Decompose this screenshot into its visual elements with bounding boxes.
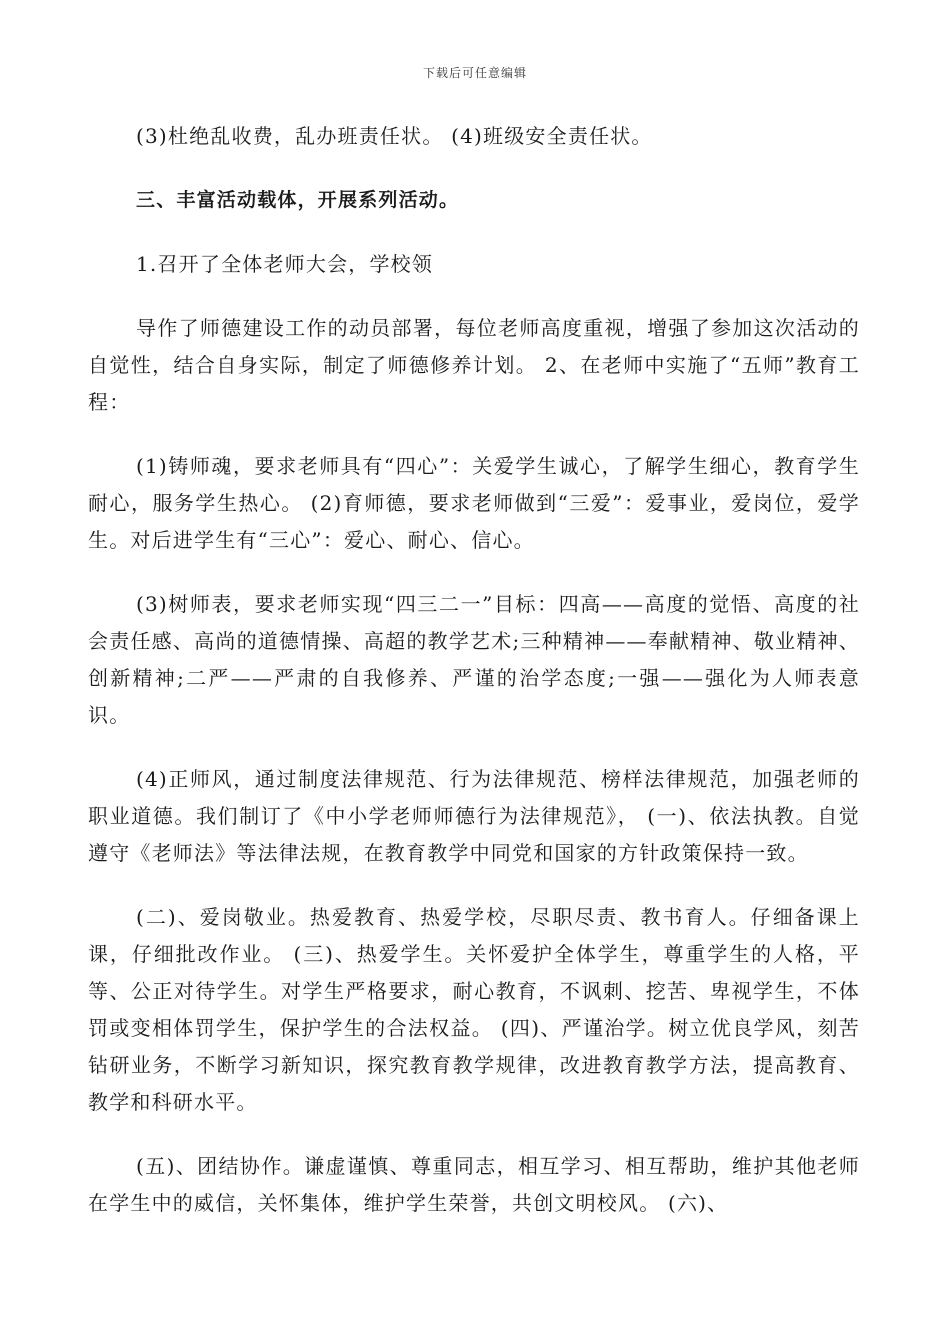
page-header: 下载后可任意编辑 [422, 66, 527, 80]
paragraph-responsibility: (3)杜绝乱收费，乱办班责任状。 (4)班级安全责任状。 [136, 124, 653, 148]
paragraph-meeting: 1.召开了全体老师大会，学校领 [136, 252, 434, 276]
paragraph-mobilization: 导作了师德建设工作的动员部署，每位老师高度重视，增强了参加这次活动的自觉性，结合自身实际，制定了师德修养计划。 2、在老师中实施了“五师”教育工程： [88, 316, 860, 414]
paragraph-cooperation: (五)、团结协作。谦虚谨慎、尊重同志，相互学习、相互帮助，维护其他老师在学生中的威信，关怀集体，维护学生荣誉，共创文明校风。 (六)、 [88, 1154, 860, 1215]
section-heading: 三、丰富活动载体，开展系列活动。 [136, 189, 460, 211]
paragraph-conduct: (4)正师风，通过制度法律规范、行为法律规范、榜样法律规范，加强老师的职业道德。我们制订了《中小学老师师德行为法律规范》， (一)、依法执教。自觉遵守《老师法》等法律法规，在教育教学中同党和国家的方针政策保持一致。 [88, 767, 860, 865]
paragraph-soul: (1)铸师魂，要求老师具有“四心”：关爱学生诚心，了解学生细心，教育学生耐心，服务学生热心。 (2)育师德，要求老师做到“三爱”：爱事业，爱岗位，爱学生。对后进学生有“三心”：爱心、耐心、信心。 [88, 454, 860, 552]
paragraph-model: (3)树师表，要求老师实现“四三二一”目标：四高——高度的觉悟、高度的社会责任感、高尚的道德情操、高超的教学艺术;三种精神——奉献精神、敬业精神、创新精神;二严——严肃的自我修养、严谨的治学态度;一强——强化为人师表意识。 [88, 592, 860, 727]
paragraph-dedication: (二)、爱岗敬业。热爱教育、热爱学校，尽职尽责、教书育人。仔细备课上课，仔细批改作业。 (三)、热爱学生。关怀爱护全体学生，尊重学生的人格，平等、公正对待学生。对学生严格要求，耐心教育，不讽刺、挖苦、卑视学生，不体罚或变相体罚学生，保护学生的合法权益。 (四)、严谨治学。树立优良学风，刻苦钻研业务，不断学习新知识，探究教育教学规律，改进教育教学方法，提高教育、教学和科研水平。 [88, 905, 860, 1114]
document-body [88, 118, 860, 1222]
